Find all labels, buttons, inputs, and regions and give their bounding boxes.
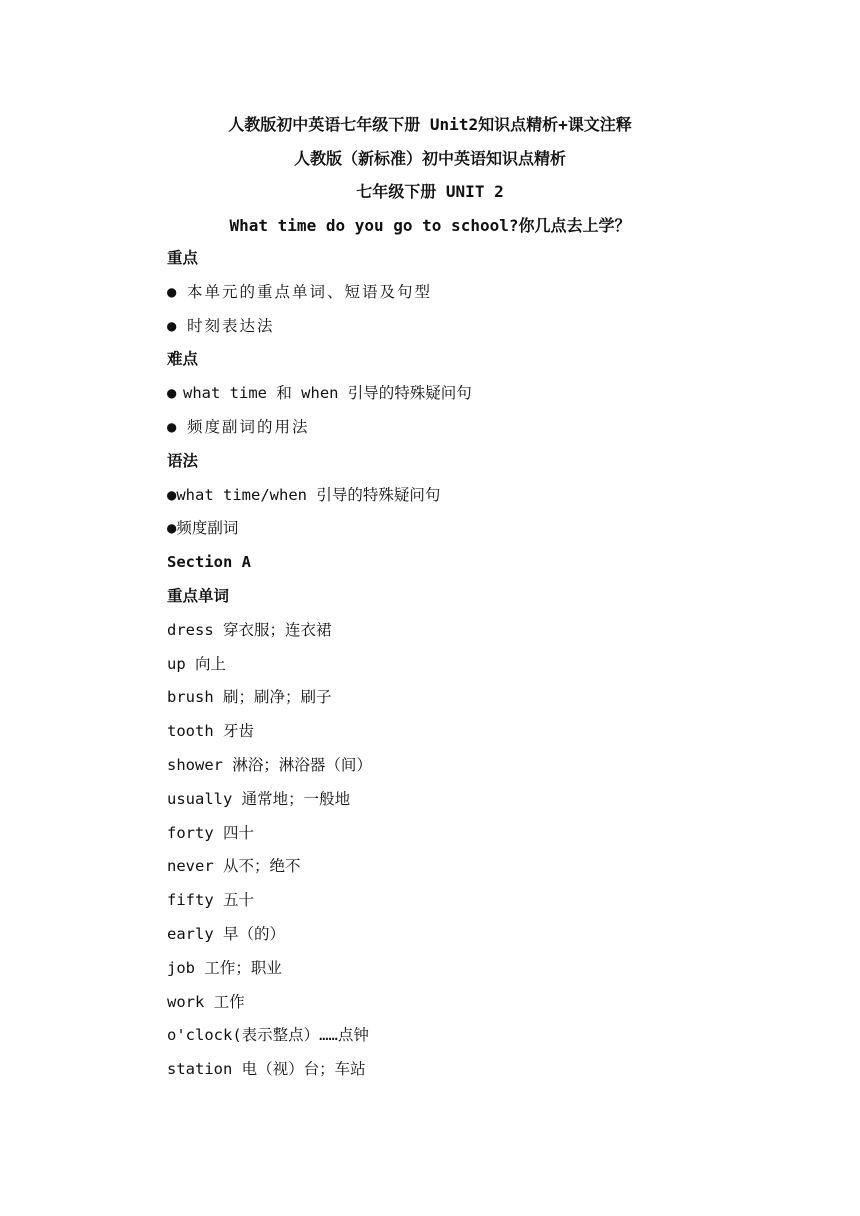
document-body [167, 242, 787, 1087]
vocab-item: fifty 五十 [167, 891, 254, 910]
section-a-heading: Section A [167, 553, 251, 572]
vocab-item: shower 淋浴；淋浴器（间） [167, 755, 372, 774]
unit-question: What time do you go to school?你几点去上学？ [229, 215, 631, 235]
vocab-item: work 工作 [167, 992, 245, 1011]
bullet-icon: ● [167, 485, 177, 504]
vocab-item: o'clock(表示整点）……点钟 [167, 1026, 369, 1045]
title-block [0, 108, 860, 242]
unit-title: 七年级下册 UNIT 2 [356, 182, 504, 201]
vocab-heading: 重点单词 [167, 586, 230, 605]
vocab-item: job 工作；职业 [167, 958, 282, 977]
vocab-item: dress 穿衣服；连衣裙 [167, 620, 332, 639]
grammar-item: ●频度副词 [167, 519, 239, 538]
difficult-points-heading: 难点 [167, 350, 199, 369]
bullet-icon: ● [167, 417, 177, 436]
bullet-icon: ● [167, 316, 177, 335]
difficult-point-item: ● what time 和 when 引导的特殊疑问句 [167, 377, 787, 411]
grammar-item: ●what time/when 引导的特殊疑问句 [167, 485, 441, 504]
vocab-item: up 向上 [167, 654, 226, 673]
vocab-item: forty 四十 [167, 823, 254, 842]
document-subtitle: 人教版（新标准）初中英语知识点精析 [293, 148, 566, 168]
vocab-item: early 早（的） [167, 924, 285, 943]
vocab-item: brush 刷；刷净；刷子 [167, 688, 332, 707]
grammar-heading: 语法 [167, 451, 199, 470]
vocab-item: station 电（视）台；车站 [167, 1060, 366, 1079]
vocab-item: tooth 牙齿 [167, 722, 254, 741]
difficult-point-item: ● 频度副词的用法 [167, 411, 787, 445]
document-title: 人教版初中英语七年级下册 Unit2知识点精析+课文注释 [228, 115, 632, 134]
vocab-item: usually 通常地；一般地 [167, 789, 351, 808]
bullet-icon: ● [167, 519, 177, 538]
vocab-item: never 从不；绝不 [167, 857, 301, 876]
key-point-item: ● 时刻表达法 [167, 310, 787, 344]
key-points-heading: 重点 [167, 249, 199, 267]
key-point-item: ● 本单元的重点单词、短语及句型 [167, 276, 787, 310]
bullet-icon: ● [167, 384, 177, 403]
bullet-icon: ● [167, 282, 177, 301]
